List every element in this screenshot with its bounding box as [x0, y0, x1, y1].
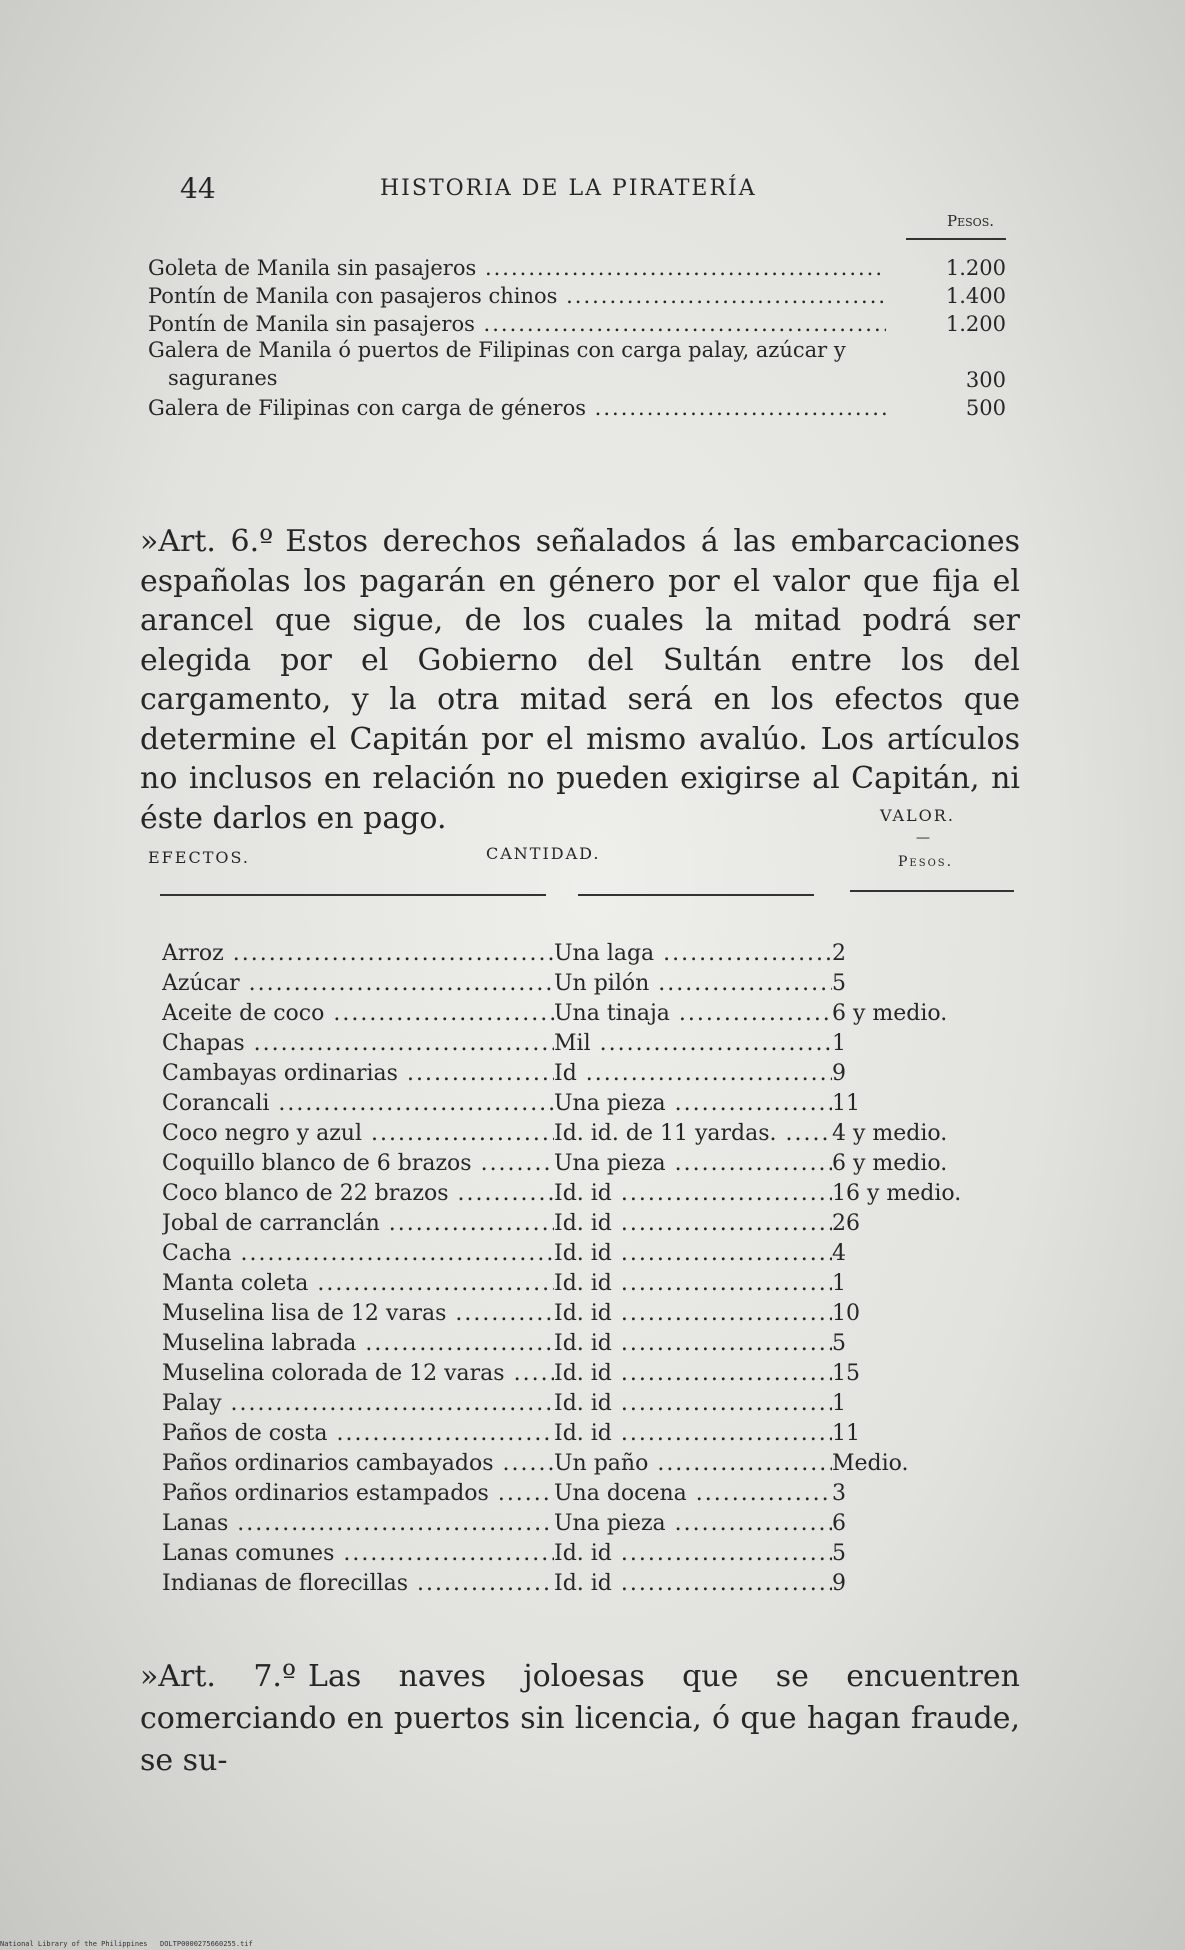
- efectos-column-header: EFECTOS.: [148, 848, 250, 867]
- goods-quantity: Una docena .....: [554, 1481, 832, 1506]
- valor-column-header: VALOR.: [880, 806, 955, 825]
- goods-row: [162, 966, 1022, 996]
- fee-amount: 1.200: [945, 312, 1006, 336]
- fee-row: [148, 280, 1006, 308]
- goods-row: [162, 1356, 1022, 1386]
- goods-row: [162, 1566, 1022, 1596]
- goods-name: Aceite de coco .....: [162, 1001, 554, 1026]
- goods-row: [162, 1386, 1022, 1416]
- article-7-label: »Art. 7.º: [140, 1659, 297, 1694]
- goods-value: 4: [832, 1241, 846, 1266]
- efectos-rule: [160, 894, 546, 896]
- goods-value: 9: [832, 1061, 846, 1086]
- fee-amount: 500: [965, 396, 1006, 420]
- fee-description: Pontín de Manila con pasajeros chinos .....: [148, 284, 886, 308]
- fee-row: [148, 308, 1006, 336]
- goods-name: Paños de costa .....: [162, 1421, 554, 1446]
- goods-row: [162, 1056, 1022, 1086]
- goods-row: [162, 1506, 1022, 1536]
- goods-quantity: Un paño .....: [554, 1451, 832, 1476]
- article-6-paragraph: [140, 522, 1020, 838]
- goods-quantity: Id. id .....: [554, 1241, 832, 1266]
- goods-value: 9: [832, 1571, 846, 1596]
- goods-value: 6 y medio.: [832, 1151, 948, 1176]
- goods-value: 2: [832, 941, 846, 966]
- goods-value: 1: [832, 1391, 846, 1416]
- goods-row: [162, 1236, 1022, 1266]
- goods-value: 1: [832, 1031, 846, 1056]
- goods-row: [162, 1296, 1022, 1326]
- goods-row: [162, 996, 1022, 1026]
- fee-description: Pontín de Manila sin pasajeros .....: [148, 312, 886, 336]
- article-6-text: Estos derechos señalados á las embarcaciones españolas los pagarán en género por el valor que fija el arancel que sigue, de los cuales la mitad podrá ser elegida por el Gobierno del Sultán entre los del cargamento, y la otra mitad será en los efectos que determine el Capitán por el mismo avalúo. Los artículos no inclusos en relación no pueden exigirse al Capitán, ni éste darlos en pago.: [140, 524, 1020, 836]
- goods-name: Jobal de carranclán .....: [162, 1211, 554, 1236]
- goods-row: [162, 1086, 1022, 1116]
- goods-quantity: Id. id .....: [554, 1541, 832, 1566]
- goods-value: 1: [832, 1271, 846, 1296]
- goods-value: 16 y medio.: [832, 1181, 962, 1206]
- goods-name: Cambayas ordinarias .....: [162, 1061, 554, 1086]
- goods-quantity: Un pilón .....: [554, 971, 832, 996]
- goods-name: Muselina colorada de 12 varas .....: [162, 1361, 554, 1386]
- goods-quantity: Mil .....: [554, 1031, 832, 1056]
- goods-name: Indianas de florecillas .....: [162, 1571, 554, 1596]
- goods-name: Coco negro y azul .....: [162, 1121, 554, 1146]
- valor-rule: [850, 890, 1014, 892]
- goods-value: 10: [832, 1301, 860, 1326]
- goods-value: Medio.: [832, 1451, 909, 1476]
- fee-amount: 1.200: [945, 256, 1006, 280]
- goods-quantity: Id. id .....: [554, 1331, 832, 1356]
- goods-table: [162, 936, 1022, 1596]
- goods-quantity: Id. id .....: [554, 1211, 832, 1236]
- goods-quantity: Una tinaja .....: [554, 1001, 832, 1026]
- goods-name: Cacha .....: [162, 1241, 554, 1266]
- goods-quantity: Id. id .....: [554, 1361, 832, 1386]
- fee-amount: 300: [965, 368, 1006, 392]
- goods-row: [162, 1206, 1022, 1236]
- goods-value: 11: [832, 1091, 860, 1116]
- goods-value: 11: [832, 1421, 860, 1446]
- goods-value: 4 y medio.: [832, 1121, 948, 1146]
- file-footer: DOLTP0000275660255.tif: [160, 1940, 253, 1948]
- goods-name: Manta coleta .....: [162, 1271, 554, 1296]
- page-number: 44: [180, 172, 216, 205]
- goods-name: Muselina lisa de 12 varas .....: [162, 1301, 554, 1326]
- goods-value: 5: [832, 1541, 846, 1566]
- article-7-text: Las naves joloesas que se encuentren comerciando en puertos sin licencia, ó que hagan fraude, se su-: [140, 1659, 1020, 1778]
- goods-row: [162, 1026, 1022, 1056]
- article-7-paragraph: [140, 1656, 1020, 1782]
- goods-name: Chapas .....: [162, 1031, 554, 1056]
- fee-description: Galera de Manila ó puertos de Filipinas con carga palay, azúcar y saguranes: [148, 338, 846, 390]
- goods-quantity: Una laga .....: [554, 941, 832, 966]
- goods-quantity: Id. id .....: [554, 1421, 832, 1446]
- cantidad-column-header: CANTIDAD.: [486, 844, 601, 863]
- valor-dash: —: [916, 830, 932, 846]
- goods-row: [162, 1146, 1022, 1176]
- goods-row: [162, 1116, 1022, 1146]
- fee-unit-rule: [906, 238, 1006, 240]
- page-header: [180, 172, 1030, 212]
- goods-quantity: Id. id .....: [554, 1301, 832, 1326]
- goods-name: Paños ordinarios cambayados .....: [162, 1451, 554, 1476]
- goods-value: 3: [832, 1481, 846, 1506]
- library-footer: National Library of the Philippines: [0, 1940, 148, 1948]
- running-title: HISTORIA DE LA PIRATERÍA: [380, 176, 757, 201]
- goods-quantity: Id. id .....: [554, 1571, 832, 1596]
- goods-name: Coquillo blanco de 6 brazos .....: [162, 1151, 554, 1176]
- goods-name: Palay .....: [162, 1391, 554, 1416]
- goods-name: Arroz .....: [162, 941, 554, 966]
- goods-value: 26: [832, 1211, 860, 1236]
- fee-amount: 1.400: [945, 284, 1006, 308]
- goods-quantity: Id. id. de 11 yardas. .....: [554, 1121, 832, 1146]
- goods-row: [162, 1176, 1022, 1206]
- goods-quantity: Id. id .....: [554, 1271, 832, 1296]
- goods-name: Lanas .....: [162, 1511, 554, 1536]
- fee-row: [148, 252, 1006, 280]
- goods-name: Lanas comunes .....: [162, 1541, 554, 1566]
- goods-row: [162, 1416, 1022, 1446]
- goods-quantity: Id. id .....: [554, 1391, 832, 1416]
- goods-value: 15: [832, 1361, 860, 1386]
- fee-unit-label: Pesos.: [947, 212, 994, 230]
- goods-value: 6 y medio.: [832, 1001, 948, 1026]
- goods-name: Paños ordinarios estampados .....: [162, 1481, 554, 1506]
- article-6-label: »Art. 6.º: [140, 524, 274, 559]
- goods-quantity: Una pieza .....: [554, 1091, 832, 1116]
- goods-name: Corancali .....: [162, 1091, 554, 1116]
- fee-row: [148, 392, 1006, 420]
- goods-name: Muselina labrada .....: [162, 1331, 554, 1356]
- valor-unit-label: Pesos.: [898, 854, 954, 870]
- goods-row: [162, 1536, 1022, 1566]
- fee-table: [148, 212, 1006, 420]
- goods-row: [162, 1476, 1022, 1506]
- goods-row: [162, 936, 1022, 966]
- fee-description: Goleta de Manila sin pasajeros .....: [148, 256, 886, 280]
- goods-row: [162, 1266, 1022, 1296]
- goods-quantity: Una pieza .....: [554, 1151, 832, 1176]
- goods-row: [162, 1446, 1022, 1476]
- goods-quantity: Una pieza .....: [554, 1511, 832, 1536]
- goods-name: Coco blanco de 22 brazos .....: [162, 1181, 554, 1206]
- goods-name: Azúcar .....: [162, 971, 554, 996]
- cantidad-rule: [578, 894, 814, 896]
- fee-description: Galera de Filipinas con carga de géneros .....: [148, 396, 886, 420]
- goods-quantity: Id. id .....: [554, 1181, 832, 1206]
- goods-row: [162, 1326, 1022, 1356]
- goods-value: 6: [832, 1511, 846, 1536]
- goods-value: 5: [832, 1331, 846, 1356]
- goods-value: 5: [832, 971, 846, 996]
- fee-row: [148, 336, 1006, 392]
- goods-quantity: Id .....: [554, 1061, 832, 1086]
